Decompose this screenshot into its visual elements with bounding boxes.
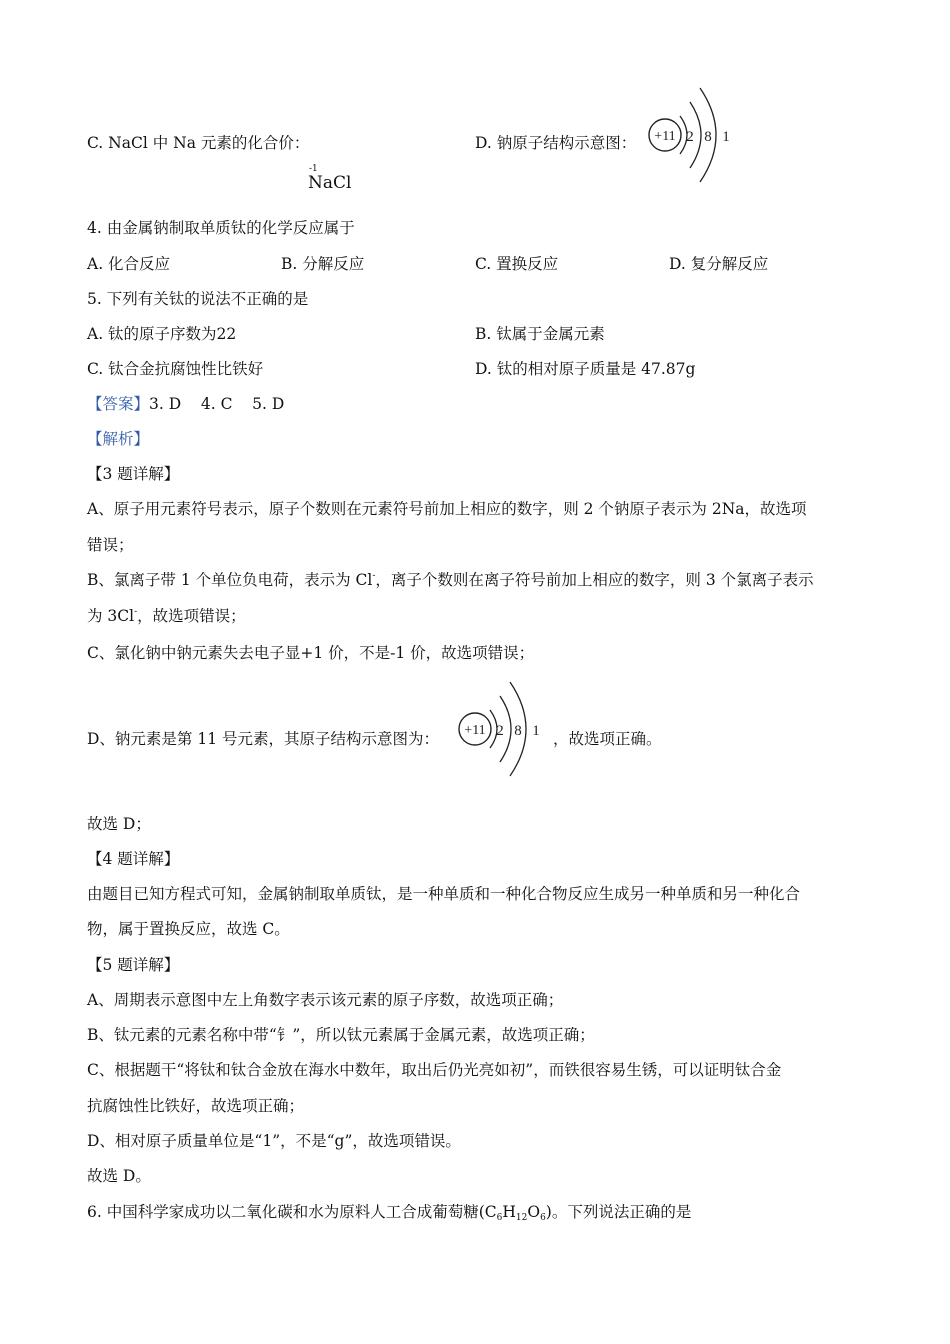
nucleus-label: +11 [464,723,486,738]
q5-option-d: D. 钛的相对原子质量是 47.87g [475,360,696,378]
shell-count-3: 1 [532,723,540,739]
subscript: 12 [515,1213,528,1223]
subscript: 6 [540,1213,546,1223]
q5-option-b: B. 钛属于金属元素 [475,325,605,343]
q4-option-c: C. 置换反应 [475,255,559,273]
q5-detail-header: 【5 题详解】 [87,956,180,974]
shell-count-3: 1 [722,129,730,145]
q3-option-d: D. 钠原子结构示意图： [475,134,637,152]
text-part: 为 3Cl [87,607,135,625]
shell-count-1: 2 [686,129,694,145]
q5-option-a: A. 钛的原子序数为22 [87,325,237,343]
q5-detail-c-line1: C、根据题干“将钛和钛合金放在海水中数年，取出后仍光亮如初”，而铁很容易生锈，可以证明钛合金 [87,1061,782,1079]
text-part: B、氯离子带 1 个单位负电荷，表示为 Cl [87,571,373,589]
q3-detail-a-line1: A、原子用元素符号表示，原子个数则在元素符号前加上相应的数字，则 2 个钠原子表示为 2Na，故选项 [87,500,807,518]
answer-line [87,392,284,414]
q5-option-c: C. 钛合金抗腐蚀性比铁好 [87,360,264,378]
text-part: ，故选项错误； [137,607,246,625]
q5-conclusion: 故选 D。 [87,1167,151,1185]
shell-count-2: 8 [704,129,712,145]
q4-stem: 4. 由金属钠制取单质钛的化学反应属于 [87,219,355,237]
q4-option-d: D. 复分解反应 [669,255,769,273]
text-part: ，离子个数则在离子符号前加上相应的数字，则 3 个氯离子表示 [375,571,814,589]
text-part: O [527,1203,541,1221]
formula-n: N [308,173,323,193]
answer-tag: 【答案】 [87,395,150,413]
q4-detail-line1: 由题目已知方程式可知，金属钠制取单质钛，是一种单质和一种化合物反应生成另一种单质和另一种化合 [87,885,801,903]
subscript: 6 [496,1213,503,1223]
q4-option-a: A. 化合反应 [87,255,171,273]
sodium-atom-diagram [646,80,736,190]
q3-detail-b-line1 [87,568,814,590]
q4-detail-header: 【4 题详解】 [87,850,180,868]
q5-detail-c-line2: 抗腐蚀性比铁好，故选项正确； [87,1097,305,1115]
q3-option-c: C. NaCl 中 Na 元素的化合价： [87,134,310,152]
q3-option-c-valence: -1 [309,164,318,174]
q3-option-c-formula [308,173,351,193]
nucleus-label: +11 [654,129,676,144]
q3-detail-c: C、氯化钠中钠元素失去电子显+1 价，不是-1 价，故选项错误； [87,644,535,662]
q5-detail-a: A、周期表示意图中左上角数字表示该元素的原子序数，故选项正确； [87,991,564,1009]
formula-rest: aCl [322,173,352,193]
superscript: - [372,571,376,581]
q3-conclusion: 故选 D； [87,815,151,833]
text-part: H [502,1203,516,1221]
shell-count-2: 8 [514,723,522,739]
q4-option-b: B. 分解反应 [281,255,365,273]
shell-count-1: 2 [496,723,504,739]
q3-detail-b-line2 [87,604,246,626]
analysis-tag: 【解析】 [87,430,150,448]
q5-detail-d: D、相对原子质量单位是“1”，不是“g”，故选项错误。 [87,1132,461,1150]
q3-detail-a-line2: 错误； [87,536,134,554]
q6-stem [87,1200,691,1223]
q3-detail-d-tail: ，故选项正确。 [553,730,662,748]
sodium-atom-diagram-2 [456,674,546,784]
q3-detail-header: 【3 题详解】 [87,465,180,483]
q5-detail-b: B、钛元素的元素名称中带“钅”，所以钛元素属于金属元素，故选项正确； [87,1026,595,1044]
q4-detail-line2: 物，属于置换反应，故选 C。 [87,920,290,938]
answer-text: 3. D 4. C 5. D [149,395,285,413]
text-part: 6. 中国科学家成功以二氧化碳和水为原料人工合成葡萄糖(C [87,1203,497,1221]
superscript: - [134,607,138,617]
q3-detail-d-text: D、钠元素是第 11 号元素，其原子结构示意图为： [87,730,440,748]
q5-stem: 5. 下列有关钛的说法不正确的是 [87,290,309,308]
text-part: )。下列说法正确的是 [545,1203,692,1221]
